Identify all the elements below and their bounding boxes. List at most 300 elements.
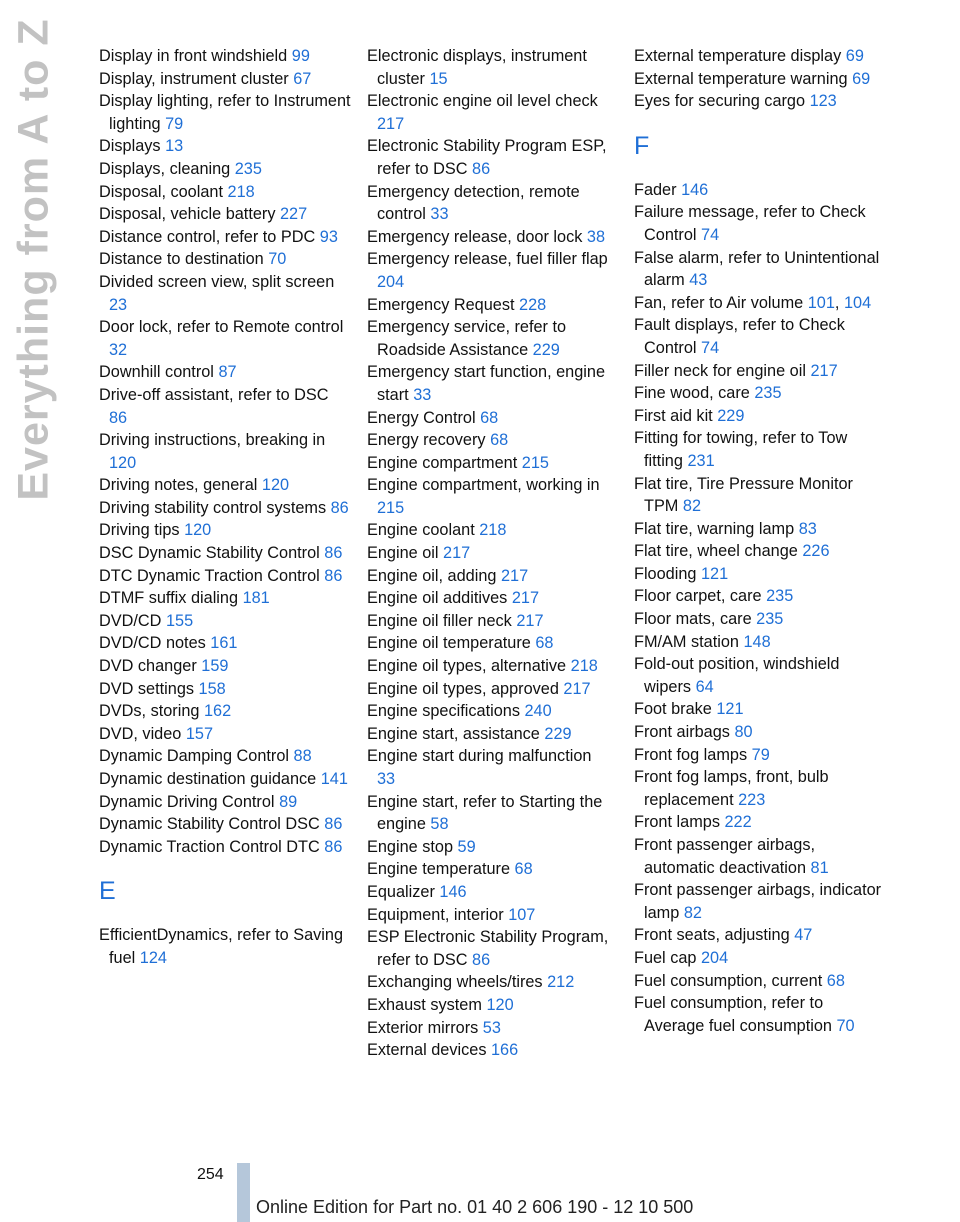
page-reference-link[interactable]: 82 — [683, 903, 702, 922]
page-reference-link[interactable]: 33 — [413, 385, 432, 404]
page-reference-link[interactable]: 120 — [261, 476, 290, 495]
index-entry — [634, 68, 884, 91]
page-reference-link[interactable]: 89 — [279, 792, 298, 811]
index-term: Door lock, refer to Remote control — [99, 318, 344, 337]
index-entry — [367, 226, 611, 249]
index-term: Distance control, refer to PDC — [99, 227, 320, 246]
index-entry — [634, 879, 884, 924]
index-term: Driving instructions, breaking in — [99, 431, 326, 450]
index-term: DVD/CD notes — [99, 634, 211, 653]
index-entry — [634, 698, 884, 721]
index-term: Engine compartment — [367, 453, 522, 472]
index-column-2 — [367, 45, 611, 1062]
index-entry — [634, 992, 884, 1037]
page-reference-link[interactable]: 86 — [472, 159, 491, 178]
page-reference-link[interactable]: 69 — [852, 69, 871, 88]
index-term: Engine oil additives — [367, 589, 512, 608]
page-reference-link[interactable]: 86 — [324, 544, 343, 563]
index-term: Engine oil temperature — [367, 634, 536, 653]
index-term: Exterior mirrors — [367, 1018, 483, 1037]
index-entry — [634, 811, 884, 834]
page-reference-link[interactable]: 148 — [743, 632, 771, 651]
page-reference-link[interactable]: 23 — [109, 295, 128, 314]
index-term: Flat tire, warning lamp — [634, 519, 799, 538]
page-reference-link[interactable]: 68 — [535, 634, 554, 653]
index-term: Engine temperature — [367, 860, 515, 879]
page-reference-link[interactable]: 123 — [809, 92, 837, 111]
index-entry — [367, 904, 611, 927]
index-term: DSC Dynamic Stability Control — [99, 544, 325, 563]
page-reference-link[interactable]: 226 — [802, 542, 830, 561]
page-reference-link[interactable]: 215 — [521, 453, 549, 472]
index-entry — [99, 745, 351, 768]
page-reference-link[interactable]: 101 — [807, 293, 835, 312]
page-reference-link[interactable]: 146 — [681, 180, 709, 199]
index-entry — [367, 519, 611, 542]
index-term: Fine wood, care — [634, 384, 755, 403]
index-entry — [634, 540, 884, 563]
index-term: Front passenger airbags, indicator lamp — [634, 881, 882, 922]
index-entry — [99, 316, 351, 361]
page-reference-link[interactable]: 53 — [482, 1018, 501, 1037]
index-term: DVD, video — [99, 724, 186, 743]
index-term: Fan, refer to Air volume — [634, 293, 808, 312]
index-entry — [367, 90, 611, 135]
index-term: Driving tips — [99, 521, 185, 540]
index-term: Engine coolant — [367, 521, 480, 540]
index-term: Emergency service, refer to Roadside Assistance — [367, 318, 567, 359]
index-term: External temperature display — [634, 47, 846, 65]
index-term: Display lighting, refer to Instrument lighting — [99, 92, 351, 133]
page-reference-link[interactable]: 88 — [293, 747, 312, 766]
index-term: Eyes for securing cargo — [634, 92, 810, 111]
index-entry — [367, 542, 611, 565]
page-reference-link[interactable]: 104 — [843, 293, 872, 312]
index-term: Disposal, coolant — [99, 182, 228, 201]
index-term: Front fog lamps, front, bulb replacement — [634, 768, 829, 809]
index-term: Dynamic Stability Control DSC — [99, 815, 325, 834]
index-entry — [367, 994, 611, 1017]
page-reference-link[interactable]: 229 — [717, 406, 745, 425]
index-term: Display, instrument cluster — [99, 69, 294, 88]
index-term: Emergency start function, engine start — [367, 363, 606, 404]
index-term: Engine compartment, working in — [367, 476, 600, 495]
index-entry — [99, 700, 351, 723]
index-term: Emergency detection, remote control — [367, 182, 580, 224]
index-term: Fault displays, refer to Check Control — [634, 316, 845, 357]
page-reference-link[interactable]: 217 — [377, 114, 405, 133]
page-reference-link[interactable]: 166 — [490, 1041, 519, 1060]
page-reference-link[interactable]: 212 — [547, 973, 575, 992]
page-reference-link[interactable]: 74 — [701, 338, 720, 357]
index-entry — [634, 631, 884, 654]
index-term: FM/AM station — [634, 632, 744, 651]
index-term: First aid kit — [634, 406, 718, 425]
page-reference-link[interactable]: 217 — [511, 589, 539, 608]
index-entry — [367, 294, 611, 317]
index-entry — [634, 90, 884, 113]
index-term: Engine specifications — [367, 702, 525, 721]
index-entry — [367, 316, 611, 361]
index-term: Drive-off assistant, refer to DSC — [99, 385, 329, 404]
index-term: Failure message, refer to Check Control — [634, 203, 866, 244]
index-entry — [367, 791, 611, 836]
index-column-1 — [99, 45, 351, 970]
page-reference-link[interactable]: 43 — [689, 271, 708, 290]
page-reference-link[interactable]: 235 — [756, 610, 784, 629]
page-reference-link[interactable]: 79 — [165, 114, 184, 133]
index-term: Distance to destination — [99, 250, 269, 269]
index-entry — [99, 836, 351, 859]
index-entry — [634, 518, 884, 541]
index-term: Emergency release, fuel filler flap — [367, 250, 608, 269]
page-reference-link[interactable]: 93 — [319, 227, 338, 246]
index-term: Divided screen view, split screen — [99, 272, 335, 291]
page-reference-link[interactable]: 83 — [798, 519, 817, 538]
index-term: Driving notes, general — [99, 476, 262, 495]
page-reference-link[interactable]: 223 — [738, 790, 766, 809]
page-reference-link[interactable]: 204 — [700, 948, 729, 967]
index-entry — [634, 924, 884, 947]
page-reference-link[interactable]: 141 — [320, 770, 348, 788]
index-entry — [99, 158, 351, 181]
page-reference-link[interactable]: 33 — [377, 770, 396, 788]
index-entry — [99, 519, 351, 542]
index-entry — [367, 45, 611, 90]
index-term: Downhill control — [99, 363, 219, 382]
page-reference-link[interactable]: 218 — [227, 182, 255, 201]
index-term: Disposal, vehicle battery — [99, 205, 280, 224]
index-entry — [367, 181, 611, 226]
page-reference-link[interactable]: 217 — [443, 544, 471, 563]
index-term: Fader — [634, 180, 682, 199]
index-term: Engine oil, adding — [367, 566, 501, 585]
page-reference-link[interactable]: 86 — [109, 408, 128, 427]
index-term: Front lamps — [634, 813, 725, 832]
page-reference-link[interactable]: 99 — [291, 47, 310, 65]
index-entry — [367, 429, 611, 452]
index-term: Exchanging wheels/tires — [367, 973, 548, 992]
page-reference-link[interactable]: 80 — [734, 723, 753, 742]
index-entry — [99, 813, 351, 836]
index-term: Engine oil filler neck — [367, 611, 517, 630]
index-term: Engine stop — [367, 837, 458, 856]
page-reference-link[interactable]: 107 — [508, 905, 536, 924]
page-reference-link[interactable]: 68 — [480, 408, 499, 427]
side-title — [0, 17, 72, 501]
page-reference-link[interactable]: 227 — [280, 205, 308, 224]
index-entry — [634, 563, 884, 586]
index-term: Engine oil types, alternative — [367, 657, 571, 676]
page-reference-link[interactable]: 68 — [490, 431, 509, 450]
index-entry — [367, 971, 611, 994]
page-reference-link[interactable]: 217 — [810, 361, 838, 380]
index-term: EfficientDynamics, refer to Saving fuel — [99, 926, 344, 967]
index-entry — [634, 314, 884, 359]
index-term: Engine oil — [367, 544, 444, 563]
index-entry — [367, 700, 611, 723]
page-reference-link[interactable]: 155 — [165, 611, 194, 630]
index-term: Emergency release, door lock — [367, 227, 587, 246]
index-term: Energy recovery — [367, 431, 491, 450]
index-entry — [99, 429, 351, 474]
page-number: 254 — [197, 1166, 224, 1183]
index-term: Flat tire, wheel change — [634, 542, 803, 561]
index-entry — [99, 226, 351, 249]
page-reference-link[interactable]: 47 — [794, 926, 813, 945]
index-entry — [634, 744, 884, 767]
page-reference-link[interactable]: 217 — [563, 679, 591, 698]
index-entry — [99, 678, 351, 701]
index-term: Floor mats, care — [634, 610, 757, 629]
page-reference-link[interactable]: 38 — [586, 227, 606, 246]
index-entry — [99, 45, 351, 68]
index-term: Emergency Request — [367, 295, 520, 314]
index-entry — [99, 135, 351, 158]
index-term: Electronic displays, instrument cluster — [367, 47, 587, 88]
page-reference-link[interactable]: 222 — [724, 813, 752, 832]
index-term: Front passenger airbags, automatic deactivation — [634, 836, 816, 877]
index-entry — [99, 587, 351, 610]
page-reference-link[interactable]: 86 — [330, 498, 349, 517]
page-reference-link[interactable]: 228 — [519, 295, 547, 314]
footer-bar — [237, 1163, 250, 1222]
page-reference-link[interactable]: 235 — [754, 384, 782, 403]
side-title-text: Everything from A to Z — [9, 17, 58, 501]
index-entry — [367, 248, 611, 293]
index-entry — [367, 655, 611, 678]
index-entry — [367, 452, 611, 475]
index-term: Driving stability control systems — [99, 498, 331, 517]
page-reference-link[interactable]: 215 — [377, 498, 405, 517]
page-reference-link[interactable]: 120 — [184, 521, 212, 540]
page-reference-link[interactable]: 218 — [570, 657, 598, 676]
index-entry — [367, 678, 611, 701]
page-reference-link[interactable]: 120 — [486, 995, 514, 1014]
index-term: Filler neck for engine oil — [634, 361, 811, 380]
index-entry — [367, 926, 611, 971]
page-reference-link[interactable]: 235 — [234, 159, 262, 178]
index-term: Fuel consumption, refer to Average fuel consumption — [634, 994, 837, 1035]
page-reference-link[interactable]: 86 — [324, 566, 343, 585]
page-reference-link[interactable]: 32 — [109, 340, 128, 359]
page-reference-link[interactable]: 121 — [716, 700, 744, 719]
section-letter: F — [634, 131, 650, 160]
index-term: Fitting for towing, refer to Tow fitting — [634, 429, 848, 470]
page-reference-link[interactable]: 81 — [810, 858, 829, 877]
index-entry — [367, 565, 611, 588]
page-reference-link[interactable]: 218 — [479, 521, 507, 540]
index-entry — [634, 427, 884, 472]
index-term: Dynamic destination guidance — [99, 770, 321, 788]
index-term: DVD changer — [99, 657, 202, 676]
index-term: Front seats, adjusting — [634, 926, 795, 945]
page-reference-link[interactable]: 124 — [139, 948, 167, 967]
page-reference-link[interactable]: 33 — [430, 205, 449, 224]
page-reference-link[interactable]: 229 — [544, 724, 572, 743]
page-reference-link[interactable]: 70 — [836, 1016, 855, 1035]
index-entry — [367, 587, 611, 610]
page-reference-link[interactable]: 15 — [429, 69, 448, 88]
index-term: Exhaust system — [367, 995, 487, 1014]
index-term: Display in front windshield — [99, 47, 292, 65]
index-term: DVDs, storing — [99, 702, 204, 721]
page-reference-link[interactable]: 59 — [457, 837, 476, 856]
index-entry — [634, 585, 884, 608]
index-term: Front fog lamps — [634, 745, 752, 764]
index-term: Foot brake — [634, 700, 717, 719]
page-reference-link[interactable]: 181 — [242, 589, 270, 608]
index-entry — [367, 745, 611, 790]
page-reference-link[interactable]: 217 — [500, 566, 529, 585]
index-entry: Fan, refer to Air volume 101, 104 — [634, 293, 872, 312]
page-reference-link[interactable]: 157 — [185, 724, 214, 743]
index-entry — [367, 474, 611, 519]
index-entry — [634, 360, 884, 383]
page-reference-link[interactable]: 67 — [293, 69, 312, 88]
index-entry — [99, 924, 351, 969]
page-reference-link[interactable]: 161 — [210, 634, 238, 653]
index-term: Equalizer — [367, 882, 440, 901]
page-reference-link[interactable]: 229 — [532, 340, 560, 359]
index-entry — [99, 542, 351, 565]
page-reference-link[interactable]: 82 — [682, 497, 702, 516]
index-entry — [634, 608, 884, 631]
index-entry — [634, 473, 884, 518]
index-entry — [634, 947, 884, 970]
index-entry — [99, 361, 351, 384]
page-reference-link[interactable]: 158 — [198, 679, 226, 698]
index-term: False alarm, refer to Unintentional alarm — [634, 248, 880, 290]
page-reference-link[interactable]: 64 — [695, 677, 714, 696]
index-entry — [99, 68, 351, 91]
index-term: Displays, cleaning — [99, 159, 235, 178]
index-entry — [99, 384, 351, 429]
page-reference-link[interactable]: 217 — [516, 611, 544, 630]
index-entry — [367, 135, 611, 180]
page-reference-link[interactable]: 86 — [324, 815, 343, 834]
page-reference-link[interactable]: 86 — [472, 950, 491, 969]
index-term: ESP Electronic Stability Program, refer to DSC — [367, 928, 609, 969]
page-reference-link[interactable]: 13 — [165, 137, 184, 156]
page-reference-link[interactable]: 69 — [845, 47, 864, 65]
index-entry — [634, 45, 884, 68]
index-term: Engine start during malfunction — [367, 747, 592, 766]
index-term: Electronic Stability Program ESP, refer to DSC — [367, 137, 607, 178]
index-entry — [99, 181, 351, 204]
index-entry — [99, 768, 351, 791]
index-term: Flat tire, Tire Pressure Monitor TPM — [634, 474, 853, 516]
index-entry — [99, 655, 351, 678]
footer-edition: Online Edition for Part no. 01 40 2 606 190 - 12 10 500 — [256, 1197, 694, 1217]
index-entry — [367, 881, 611, 904]
section-letter: E — [99, 877, 116, 906]
page-reference-link[interactable]: 146 — [439, 882, 467, 901]
page-reference-link[interactable]: 68 — [514, 860, 533, 879]
index-term: Dynamic Driving Control — [99, 792, 280, 811]
index-term: DVD settings — [99, 679, 199, 698]
index-entry — [367, 632, 611, 655]
index-entry — [634, 201, 884, 246]
index-term: Dynamic Damping Control — [99, 747, 294, 766]
page-reference-link[interactable]: 70 — [268, 250, 287, 269]
index-entry — [634, 721, 884, 744]
index-term: Equipment, interior — [367, 905, 509, 924]
page-reference-link[interactable]: 87 — [218, 363, 237, 382]
index-entry — [634, 834, 884, 879]
index-term: Flooding — [634, 564, 701, 583]
index-term: Engine start, assistance — [367, 724, 545, 743]
index-term: Fold-out position, windshield wipers — [634, 655, 840, 696]
index-entry — [99, 791, 351, 814]
index-entry — [367, 858, 611, 881]
page-reference-link[interactable]: 204 — [377, 272, 405, 291]
index-entry — [634, 653, 884, 698]
index-entry — [99, 632, 351, 655]
index-entry — [634, 247, 884, 292]
index-entry — [99, 497, 351, 520]
index-entry — [367, 361, 611, 406]
index-term: External devices — [367, 1041, 491, 1060]
page-reference-link[interactable]: 240 — [524, 702, 552, 721]
page-reference-link[interactable]: 79 — [751, 745, 770, 764]
index-entry — [367, 1039, 611, 1062]
page-reference-link[interactable]: 235 — [766, 587, 794, 606]
index-entry — [99, 565, 351, 588]
index-entry — [367, 610, 611, 633]
index-term: Energy Control — [367, 408, 481, 427]
index-term: Electronic engine oil level check — [367, 92, 598, 111]
index-entry — [99, 248, 351, 271]
index-entry — [367, 723, 611, 746]
index-entry — [634, 382, 884, 405]
index-entry — [99, 723, 351, 746]
index-entry — [367, 836, 611, 859]
index-term: Fuel consumption, current — [634, 971, 827, 990]
page-reference-link[interactable]: 162 — [203, 702, 232, 721]
index-term: DTMF suffix dialing — [99, 589, 243, 608]
index-term: Fuel cap — [634, 948, 701, 967]
index-entry — [99, 90, 351, 135]
page-reference-link[interactable]: 120 — [109, 453, 137, 472]
index-entry — [634, 766, 884, 811]
index-term: DVD/CD — [99, 611, 166, 630]
index-column-3 — [634, 45, 884, 1037]
index-term: Dynamic Traction Control DTC — [99, 837, 325, 856]
index-entry — [367, 407, 611, 430]
index-entry — [99, 271, 351, 316]
index-entry — [634, 405, 884, 428]
page-reference-link[interactable]: 231 — [687, 451, 715, 470]
page-reference-link[interactable]: 68 — [826, 971, 845, 990]
index-term: Engine start, refer to Starting the engine — [367, 792, 603, 834]
index-term: External temperature warning — [634, 69, 853, 88]
page-reference-link[interactable]: 121 — [700, 564, 729, 583]
index-entry — [99, 203, 351, 226]
index-entry — [634, 970, 884, 993]
page-reference-link[interactable]: 86 — [324, 837, 343, 856]
index-entry — [367, 1017, 611, 1040]
page-reference-link[interactable]: 74 — [701, 225, 720, 244]
page-reference-link[interactable]: 159 — [201, 657, 229, 676]
page-reference-link[interactable]: 58 — [430, 815, 449, 834]
index-term: Displays — [99, 137, 166, 156]
index-term: Front airbags — [634, 723, 735, 742]
index-term: Engine oil types, approved — [367, 679, 564, 698]
index-entry — [99, 610, 351, 633]
index-term: Floor carpet, care — [634, 587, 767, 606]
index-entry — [634, 179, 884, 202]
